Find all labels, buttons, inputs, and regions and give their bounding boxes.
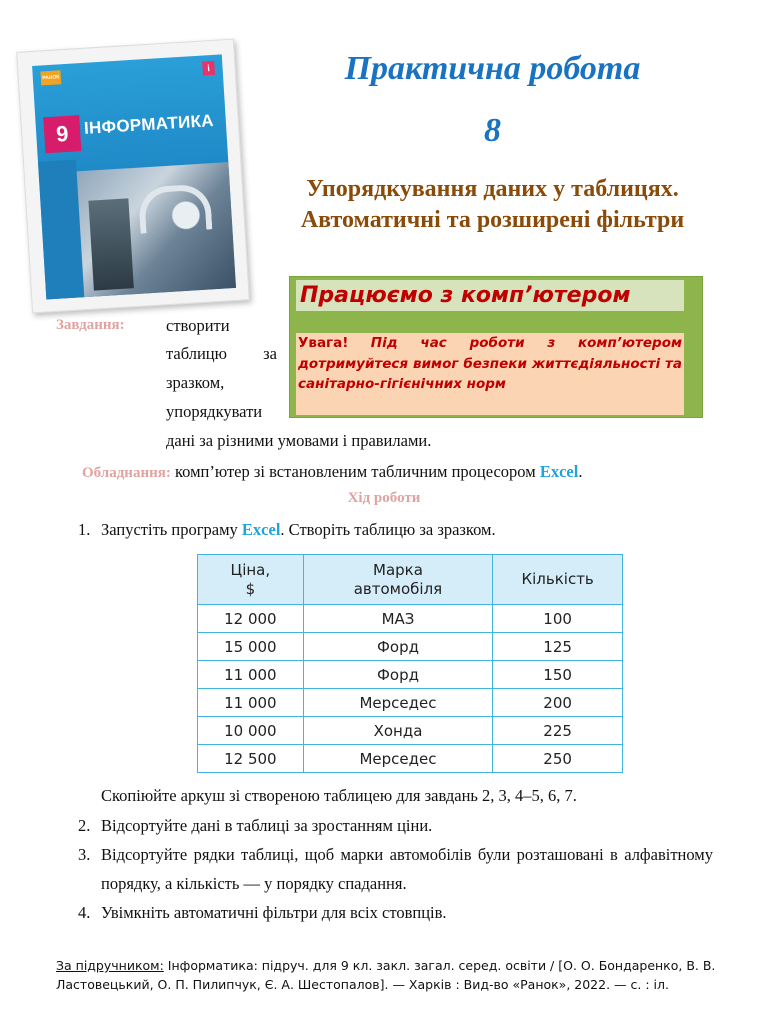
header-text: Марка: [373, 560, 423, 579]
reference-label: За підручником:: [56, 958, 164, 973]
book-title: ІНФОРМАТИКА: [83, 110, 215, 138]
price-cell: 10 000: [198, 717, 304, 745]
publisher-logo: РАНОК: [40, 70, 61, 85]
step-text: [101, 515, 713, 544]
copy-note-text: Скопіюйте аркуш зі створеною таблицею для завдань 2, 3, 4–5, 6, 7.: [101, 786, 577, 805]
step-text: Відсортуйте рядки таблиці, щоб марки автомобілів були розташовані в алфавітному порядку, а кількість — у порядку спадання.: [101, 845, 713, 893]
header-text: Ціна,: [230, 560, 271, 579]
warning-word: Увага!: [298, 335, 349, 351]
header-text: $: [245, 579, 256, 598]
brand-cell: Хонда: [303, 717, 493, 745]
page-title: Практична робота: [344, 50, 641, 87]
warning-text: Під час роботи з комп’ютером дотримуйтеся вимог безпеки життєдіяльності та санітарно-гігієнічних норм: [298, 335, 683, 392]
sample-table: [197, 554, 623, 773]
price-cell: 11 000: [198, 689, 304, 717]
price-cell: 15 000: [198, 633, 304, 661]
quantity-cell: 125: [493, 633, 623, 661]
quantity-cell: 250: [493, 745, 623, 773]
brand-cell: Форд: [303, 661, 493, 689]
step-number: 4.: [78, 903, 91, 922]
table-row: [198, 745, 623, 773]
equipment-line: [82, 462, 582, 482]
equipment-end: .: [578, 462, 583, 481]
price-cell: 12 000: [198, 605, 304, 633]
cover-photo: [77, 162, 236, 297]
price-cell: 12 500: [198, 745, 304, 773]
table-row: [198, 605, 623, 633]
table-header-row: [198, 555, 623, 605]
reference-text: Інформатика: підруч. для 9 кл. закл. загал. серед. освіти / [О. О. Бондаренко, В. В. Ластовецький, О. П. Пилипчук, Є. А. Шестопалов]. — Харків : Вид-во «Ранок», 2022. — с. : іл.: [56, 958, 716, 992]
header-price: [198, 555, 304, 605]
step-text: Відсортуйте дані в таблиці за зростанням ціни.: [101, 816, 433, 835]
equipment-label: Обладнання:: [82, 465, 171, 481]
grade-badge: 9: [43, 115, 81, 153]
step-2: [78, 811, 713, 840]
excel-name: Excel: [241, 520, 281, 539]
step-number: 3.: [78, 845, 91, 864]
task-line: дані за різними умовами і правилами.: [166, 431, 432, 450]
topic-subtitle: Упорядкування даних у таблицях. Автоматичні та розширені фільтри: [300, 176, 685, 233]
table-row: [198, 633, 623, 661]
table-row: [198, 661, 623, 689]
price-cell: 11 000: [198, 661, 304, 689]
step-4: [78, 898, 713, 927]
quantity-cell: 150: [493, 661, 623, 689]
task-line: зразком,: [166, 373, 225, 392]
task-line: упорядкувати: [166, 402, 263, 421]
step-number: 1.: [78, 520, 91, 539]
step-text: Увімкніть автоматичні фільтри для всіх стовпців.: [101, 903, 447, 922]
header-brand: [303, 555, 493, 605]
excel-name: Excel: [539, 462, 579, 481]
brand-cell: Мерседес: [303, 689, 493, 717]
textbook-cover: [16, 39, 250, 314]
step-text-part: . Створіть таблицю за зразком.: [280, 520, 496, 539]
textbook-reference: [56, 956, 716, 994]
step-1: [78, 515, 713, 544]
table-row: [198, 689, 623, 717]
copy-note: [78, 781, 713, 810]
task-label: Завдання:: [56, 317, 125, 333]
header-text: автомобіля: [353, 579, 443, 598]
brand-cell: Форд: [303, 633, 493, 661]
step-text-part: Запустіть програму: [101, 520, 242, 539]
safety-warning: [296, 333, 684, 415]
step-number: 2.: [78, 816, 91, 835]
cover-art: [32, 54, 236, 299]
brand-cell: МАЗ: [303, 605, 493, 633]
info-badge: i: [202, 61, 215, 76]
task-line: створити: [166, 316, 230, 335]
table-row: [198, 717, 623, 745]
header-quantity: Кількість: [493, 555, 623, 605]
computer-notice-box: [289, 276, 703, 418]
task-line: таблицю за: [166, 344, 277, 363]
work-number: 8: [484, 112, 501, 149]
notice-title: Працюємо з комп’ютером: [296, 280, 684, 311]
step-3: [78, 840, 713, 898]
quantity-cell: 100: [493, 605, 623, 633]
quantity-cell: 200: [493, 689, 623, 717]
procedure-title: Хід роботи: [347, 490, 421, 506]
brand-cell: Мерседес: [303, 745, 493, 773]
equipment-text: комп’ютер зі встановленим табличним процесором: [170, 462, 540, 481]
quantity-cell: 225: [493, 717, 623, 745]
cover-frame: [16, 39, 250, 314]
